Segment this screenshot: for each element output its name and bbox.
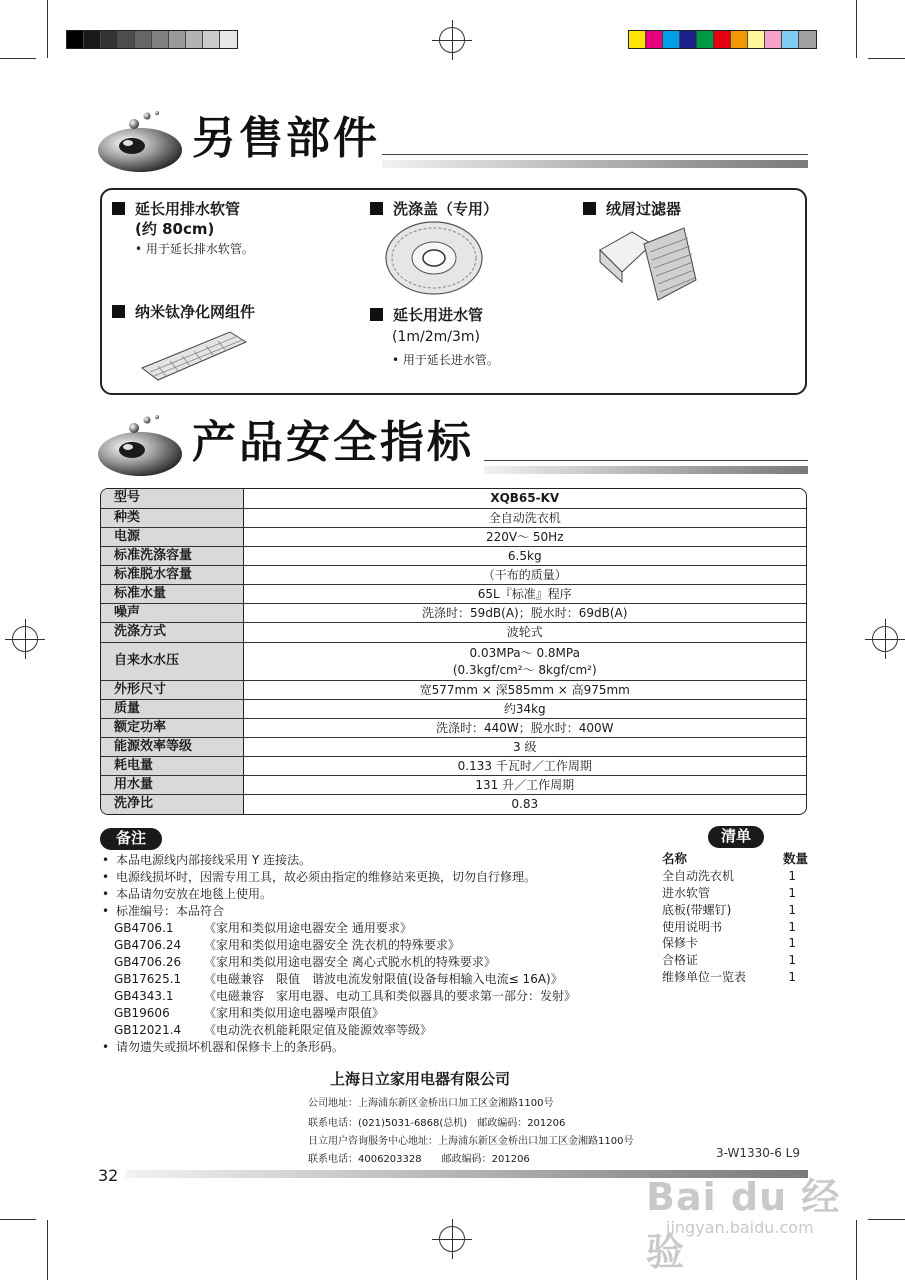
spec-label: 耗电量 (101, 756, 243, 775)
swatch (765, 31, 782, 48)
spec-row (101, 718, 806, 737)
spec-value (243, 642, 806, 680)
spec-value: 宽577mm × 深585mm × 高975mm (243, 680, 806, 699)
note-text: 请勿遗失或损坏机器和保修卡上的条形码。 (116, 1040, 345, 1054)
spec-row (101, 775, 806, 794)
spec-label: 自来水水压 (101, 642, 243, 680)
registration-mark (872, 626, 898, 652)
inlet-hose-title (370, 305, 483, 326)
spec-row (101, 584, 806, 603)
service-phone: 联系电话：4006203328 邮政编码：201206 (308, 1154, 530, 1165)
section-rule-line (382, 154, 808, 155)
packing-list-item (662, 919, 808, 936)
swatch (186, 31, 203, 48)
note-line (100, 852, 660, 869)
swatch (714, 31, 731, 48)
spec-value: 3 级 (243, 737, 806, 756)
standard-line (100, 1005, 660, 1022)
spec-label: 标准洗涤容量 (101, 546, 243, 565)
swatch (629, 31, 646, 48)
company-address: 公司地址：上海浦东新区金桥出口加工区金湘路1100号 (308, 1098, 554, 1109)
standard-title: 《家用和类似用途电器噪声限值》 (204, 1006, 385, 1020)
swatch (135, 31, 152, 48)
packing-list-item (662, 935, 808, 952)
standard-code: GB4706.26 (114, 955, 182, 969)
spec-row (101, 756, 806, 775)
item-qty: 1 (788, 936, 796, 951)
lint-filter-title (583, 199, 681, 220)
swatch (646, 31, 663, 48)
spec-value: 0.83 (511, 797, 539, 812)
packing-list (662, 851, 808, 986)
spec-value: 约34kg (243, 699, 806, 718)
note-line (100, 903, 660, 920)
crop-mark (856, 0, 857, 58)
bullet-square-icon (370, 202, 383, 215)
standard-line (100, 954, 660, 971)
baidu-watermark (646, 1166, 856, 1274)
crop-mark (868, 1219, 905, 1220)
packing-list-item (662, 868, 808, 885)
spec-label: 噪声 (101, 603, 243, 622)
spec-label: 电源 (101, 527, 243, 546)
watermark-sub: jingyan.baidu.com (666, 1218, 814, 1237)
crop-mark (868, 58, 905, 59)
crop-mark (0, 58, 36, 59)
bullet-icon: • (102, 1040, 110, 1054)
standard-code: GB4706.1 (114, 921, 174, 935)
item-name: 全自动洗衣机 (662, 868, 735, 883)
note-line (100, 1039, 660, 1056)
spec-label: 能源效率等级 (101, 737, 243, 756)
spec-row (101, 527, 806, 546)
drain-hose-label: 延长用排水软管 (135, 200, 241, 218)
swatch (203, 31, 220, 48)
spec-row (101, 642, 806, 680)
accessories-header (98, 98, 808, 178)
spec-row (101, 546, 806, 565)
spec-label: 洗涤方式 (101, 622, 243, 642)
note-text: 本品请勿安放在地毯上使用。 (116, 887, 273, 901)
bullet-square-icon (370, 308, 383, 321)
item-name: 合格证 (662, 953, 699, 968)
section-title-safety: 产品安全指标 (192, 417, 474, 468)
swatch (84, 31, 101, 48)
spec-value-line: 0.03MPa～ 0.8MPa (469, 645, 580, 660)
packing-list-label: 清单 (708, 826, 764, 848)
inlet-hose-note: • 用于延长进水管。 (392, 353, 499, 367)
spec-value-line: (0.3kgf/cm²～ 8kgf/cm²) (452, 662, 597, 677)
section-rule-bar (484, 466, 808, 474)
company-phone: 联系电话：(021)5031-6868(总机) 邮政编码：201206 (308, 1118, 566, 1129)
standard-title: 《家用和类似用途电器安全 洗衣机的特殊要求》 (204, 938, 460, 952)
registration-mark (439, 27, 465, 53)
standard-title: 《家用和类似用途电器安全 离心式脱水机的特殊要求》 (204, 955, 496, 969)
section-title-accessories: 另售部件 (192, 113, 380, 164)
qty-header: 数量 (782, 851, 808, 866)
spec-row (101, 699, 806, 718)
spec-value: 65L『标准』程序 (243, 584, 806, 603)
spec-table (100, 488, 807, 815)
crop-mark (856, 1220, 857, 1280)
item-qty: 1 (788, 970, 796, 985)
page-number: 32 (98, 1166, 119, 1185)
standard-code: GB19606 (114, 1006, 170, 1020)
document-code: 3-W1330-6 L9 (716, 1146, 800, 1160)
packing-list-item (662, 952, 808, 969)
standard-code: GB4706.24 (114, 938, 182, 952)
note-line (100, 869, 660, 886)
standard-code: GB17625.1 (114, 972, 182, 986)
spec-value: 131 升／工作周期 (243, 775, 806, 794)
note-text: 本品电源线内部接线采用 Y 连接法。 (116, 853, 311, 867)
spec-value: XQB65-KV (243, 489, 806, 508)
swatch (169, 31, 186, 48)
bullet-icon: • (102, 870, 110, 884)
notes-label: 备注 (100, 828, 162, 850)
registration-mark (12, 626, 38, 652)
crop-mark (47, 1220, 48, 1280)
spec-row (101, 622, 806, 642)
watermark-main: Bai du 经验 (646, 1175, 841, 1274)
drain-hose-title (112, 199, 240, 220)
nano-filter-label: 纳米钛净化网组件 (135, 303, 256, 321)
swatch (220, 31, 237, 48)
spec-label: 质量 (101, 699, 243, 718)
spec-row (101, 565, 806, 584)
item-name: 保修卡 (662, 936, 699, 951)
notes-list (100, 852, 660, 1056)
spec-value: 0.133 千瓦时／工作周期 (243, 756, 806, 775)
packing-list-item (662, 969, 808, 986)
item-qty: 1 (788, 868, 796, 883)
spec-label: 型号 (101, 489, 243, 508)
inlet-hose-size: (1m/2m/3m) (392, 329, 480, 345)
spec-label: 标准水量 (101, 584, 243, 603)
spec-label: 洗净比 (101, 794, 243, 814)
spec-value: （干布的质量） (243, 565, 806, 584)
bubble-logo-icon (98, 414, 186, 478)
drain-hose-size: (约 80cm) (135, 220, 215, 238)
spec-value: 全自动洗衣机 (243, 508, 806, 527)
spec-value: 洗涤时：440W；脱水时：400W (243, 718, 806, 737)
swatch (782, 31, 799, 48)
standard-code: GB4343.1 (114, 989, 174, 1003)
standard-title: 《电磁兼容 家用电器、电动工具和类似器具的要求第一部分：发射》 (204, 989, 577, 1003)
swatch (680, 31, 697, 48)
item-name: 维修单位一览表 (662, 970, 747, 985)
wash-lid-title (370, 199, 498, 220)
spec-label: 用水量 (101, 775, 243, 794)
item-qty: 1 (788, 953, 796, 968)
spec-row (101, 508, 806, 527)
bullet-icon: • (102, 904, 110, 918)
section-rule-line (484, 460, 808, 461)
spec-label: 种类 (101, 508, 243, 527)
bullet-icon: • (102, 887, 110, 901)
item-name: 使用说明书 (662, 919, 723, 934)
company-name: 上海日立家用电器有限公司 (330, 1070, 511, 1088)
bullet-square-icon (583, 202, 596, 215)
spec-value: 6.5kg (243, 546, 806, 565)
spec-row (101, 680, 806, 699)
standard-line (100, 1022, 660, 1039)
item-qty: 1 (788, 919, 796, 934)
spec-label: 标准脱水容量 (101, 565, 243, 584)
service-address: 日立用户咨询服务中心地址：上海浦东新区金桥出口加工区金湘路1100号 (308, 1136, 634, 1147)
gray-calibration-bar (66, 30, 238, 49)
section-rule-bar (382, 160, 808, 168)
registration-mark (439, 1226, 465, 1252)
swatch (731, 31, 748, 48)
spec-row (101, 737, 806, 756)
swatch (799, 31, 816, 48)
drain-hose-note: • 用于延长排水软管。 (135, 242, 254, 256)
packing-list-header (662, 851, 808, 868)
inlet-hose-label: 延长用进水管 (393, 306, 484, 324)
item-qty: 1 (788, 902, 796, 917)
swatch (101, 31, 118, 48)
item-qty: 1 (788, 885, 796, 900)
wash-lid-image (382, 218, 486, 296)
name-header: 名称 (662, 851, 688, 866)
bullet-square-icon (112, 305, 125, 318)
bullet-icon: • (102, 853, 110, 867)
swatch (697, 31, 714, 48)
note-text: 标准编号：本品符合 (116, 904, 225, 918)
note-line (100, 886, 660, 903)
standard-line (100, 920, 660, 937)
spec-row (101, 794, 806, 814)
note-text: 电源线损坏时，因需专用工具，故必须由指定的维修站来更换，切勿自行修理。 (116, 870, 537, 884)
spec-value: 洗涤时：59dB(A)；脱水时：69dB(A) (243, 603, 806, 622)
lint-filter-label: 绒屑过滤器 (606, 200, 682, 218)
nano-filter-image (138, 328, 250, 384)
spec-value: 220V～ 50Hz (243, 527, 806, 546)
safety-header (98, 402, 808, 482)
swatch (663, 31, 680, 48)
spec-value: 波轮式 (243, 622, 806, 642)
packing-list-item (662, 885, 808, 902)
nano-filter-title (112, 302, 255, 323)
spec-row (101, 489, 806, 508)
color-calibration-bar (628, 30, 817, 49)
item-name: 进水软管 (662, 885, 711, 900)
spec-row (101, 603, 806, 622)
standard-line (100, 988, 660, 1005)
spec-label: 额定功率 (101, 718, 243, 737)
standard-code: GB12021.4 (114, 1023, 182, 1037)
standard-title: 《家用和类似用途电器安全 通用要求》 (204, 921, 412, 935)
swatch (748, 31, 765, 48)
packing-list-item (662, 902, 808, 919)
bullet-square-icon (112, 202, 125, 215)
crop-mark (0, 1219, 36, 1220)
wash-lid-label: 洗涤盖（专用） (393, 200, 499, 218)
swatch (118, 31, 135, 48)
lint-filter-image (592, 220, 704, 304)
bubble-logo-icon (98, 110, 186, 174)
swatch (152, 31, 169, 48)
crop-mark (47, 0, 48, 58)
standard-line (100, 937, 660, 954)
spec-label: 外形尺寸 (101, 680, 243, 699)
swatch (67, 31, 84, 48)
item-name: 底板(带螺钉) (662, 902, 732, 917)
standard-line (100, 971, 660, 988)
standard-title: 《电动洗衣机能耗限定值及能源效率等级》 (204, 1023, 433, 1037)
standard-title: 《电磁兼容 限值 谐波电流发射限值(设备每相输入电流≤ 16A)》 (204, 972, 563, 986)
